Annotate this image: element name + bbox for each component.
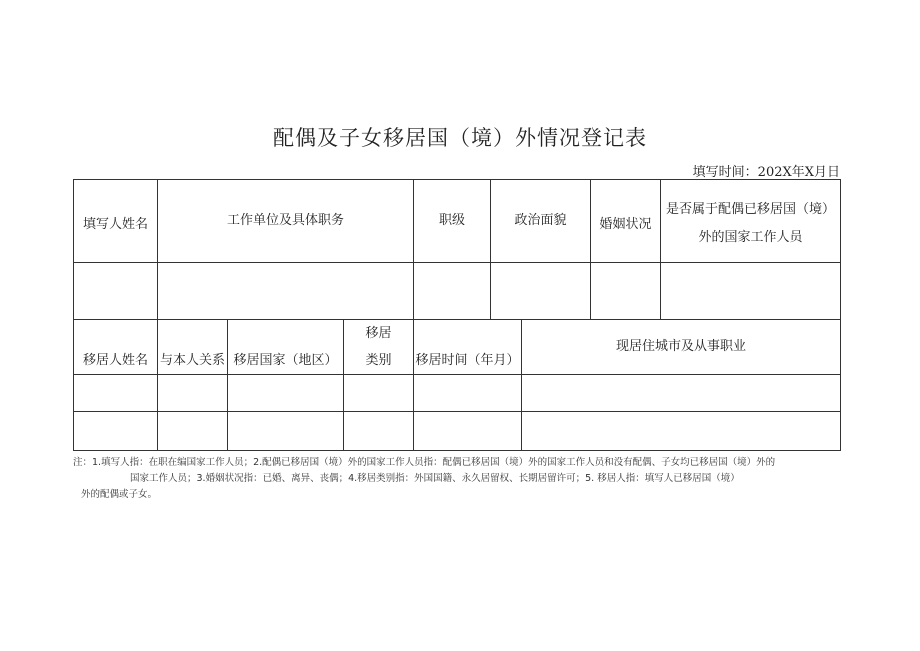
footnote <box>73 455 848 503</box>
footnote-line-1: 注：1.填写人指：在职在编国家工作人员；2.配偶已移居国（境）外的国家工作人员指：配偶已移居国（境）外的国家工作人员和没有配偶、子女均已移居国（境）外的 <box>73 457 776 468</box>
footnote-line-3: 外的配偶或子女。 <box>81 489 158 500</box>
header-emigration-category-line2: 类别 <box>365 353 392 368</box>
emigrant-info-table <box>73 319 841 451</box>
cell-emigration-time[interactable] <box>414 375 522 412</box>
header-emigration-time: 移居时间（年月） <box>414 320 522 375</box>
form-title: 配偶及子女移居国（境）外情况登记表 <box>273 126 647 150</box>
header-work-unit: 工作单位及具体职务 <box>158 180 414 263</box>
cell-emigrant-name[interactable] <box>74 412 158 451</box>
cell-emigration-category[interactable] <box>344 412 414 451</box>
cell-relationship[interactable] <box>158 412 228 451</box>
header-marital-status: 婚姻状况 <box>591 180 661 263</box>
cell-city-occupation[interactable] <box>522 412 841 451</box>
header-political-status: 政治面貌 <box>491 180 591 263</box>
cell-emigrant-name[interactable] <box>74 375 158 412</box>
cell-marital-status[interactable] <box>591 263 661 320</box>
cell-emigration-time[interactable] <box>414 412 522 451</box>
fill-time: 填写时间：202X年X月日 <box>692 165 840 180</box>
header-emigrant-name: 移居人姓名 <box>74 320 158 375</box>
cell-work-unit[interactable] <box>158 263 414 320</box>
header-emigration-category <box>344 320 414 375</box>
header-emigration-country: 移居国家（地区） <box>228 320 344 375</box>
filler-info-table <box>73 179 841 320</box>
cell-political-status[interactable] <box>491 263 591 320</box>
cell-relationship[interactable] <box>158 375 228 412</box>
header-rank: 职级 <box>414 180 491 263</box>
footnote-line-2: 国家工作人员；3.婚姻状况指：已婚、离异、丧偶；4.移居类别指：外国国籍、永久居留权、长期居留许可；5. 移居人指：填写人已移居国（境） <box>130 473 740 484</box>
cell-emigration-category[interactable] <box>344 375 414 412</box>
header-spouse-emigrated-line1: 是否属于配偶已移居国（境） <box>665 202 835 217</box>
cell-emigration-country[interactable] <box>228 412 344 451</box>
header-emigration-category-line1: 移居 <box>365 326 392 341</box>
header-spouse-emigrated <box>661 180 841 263</box>
header-filler-name: 填写人姓名 <box>74 180 158 263</box>
header-city-occupation: 现居住城市及从事职业 <box>522 320 841 375</box>
header-spouse-emigrated-line2: 外的国家工作人员 <box>698 230 803 245</box>
cell-rank[interactable] <box>414 263 491 320</box>
cell-filler-name[interactable] <box>74 263 158 320</box>
header-relationship: 与本人关系 <box>158 320 228 375</box>
cell-emigration-country[interactable] <box>228 375 344 412</box>
cell-spouse-emigrated[interactable] <box>661 263 841 320</box>
cell-city-occupation[interactable] <box>522 375 841 412</box>
